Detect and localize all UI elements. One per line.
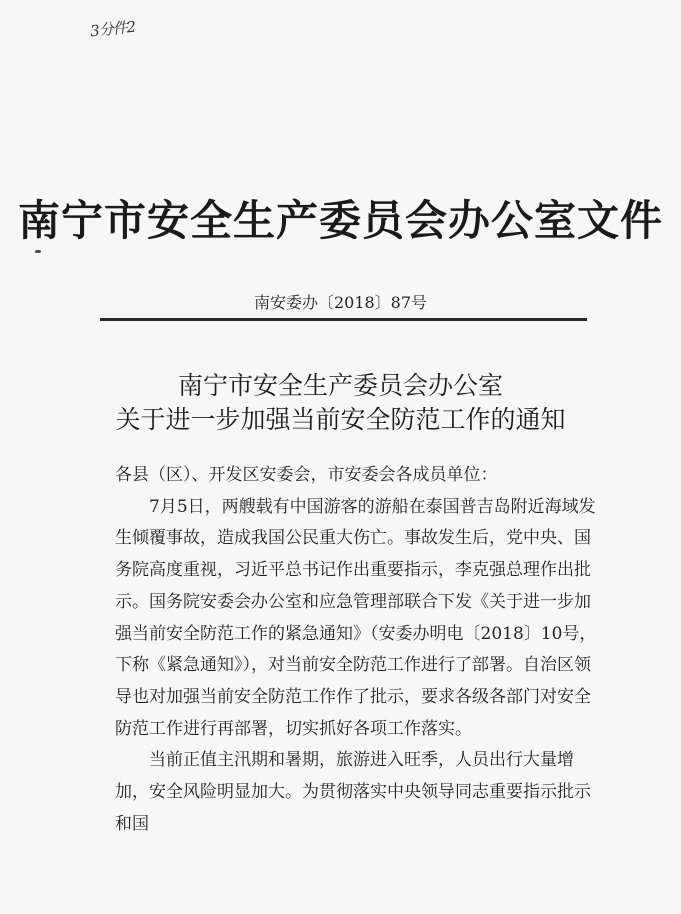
org-title: 南宁市安全生产委员会办公室文件 <box>17 196 663 245</box>
scan-speck <box>35 250 41 253</box>
doc-number: 南安委办〔2018〕87号 <box>253 293 428 312</box>
notice-body <box>115 460 605 840</box>
notice-title-line2: 关于进一步加强当前安全防范工作的通知 <box>115 405 566 434</box>
paragraph-1: 7月5日，两艘载有中国游客的游船在泰国普吉岛附近海域发生倾覆事故，造成我国公民重大伤亡。事故发生后，党中央、国务院高度重视，习近平总书记作出重要指示，李克强总理作出批示。国务院安委会办公室和应急管理部联合下发《关于进一步加强当前安全防范工作的紧急通知》（安委办明电〔2018〕10号，下称《紧急通知》），对当前安全防范工作进行了部署。自治区领导也对加强当前安全防范工作作了批示，要求各级各部门对安全防范工作进行再部署，切实抓好各项工作落实。 <box>115 496 597 739</box>
handwritten-note: 3分件2 <box>89 17 136 41</box>
paragraph-2: 当前正值主汛期和暑期，旅游进入旺季，人员出行大量增加，安全风险明显加大。为贯彻落实中央领导同志重要指示批示和国 <box>115 750 591 834</box>
salutation: 各县（区）、开发区安委会，市安委会各成员单位： <box>115 465 498 485</box>
header-divider <box>100 318 587 321</box>
notice-title-line1: 南宁市安全生产委员会办公室 <box>177 371 503 400</box>
